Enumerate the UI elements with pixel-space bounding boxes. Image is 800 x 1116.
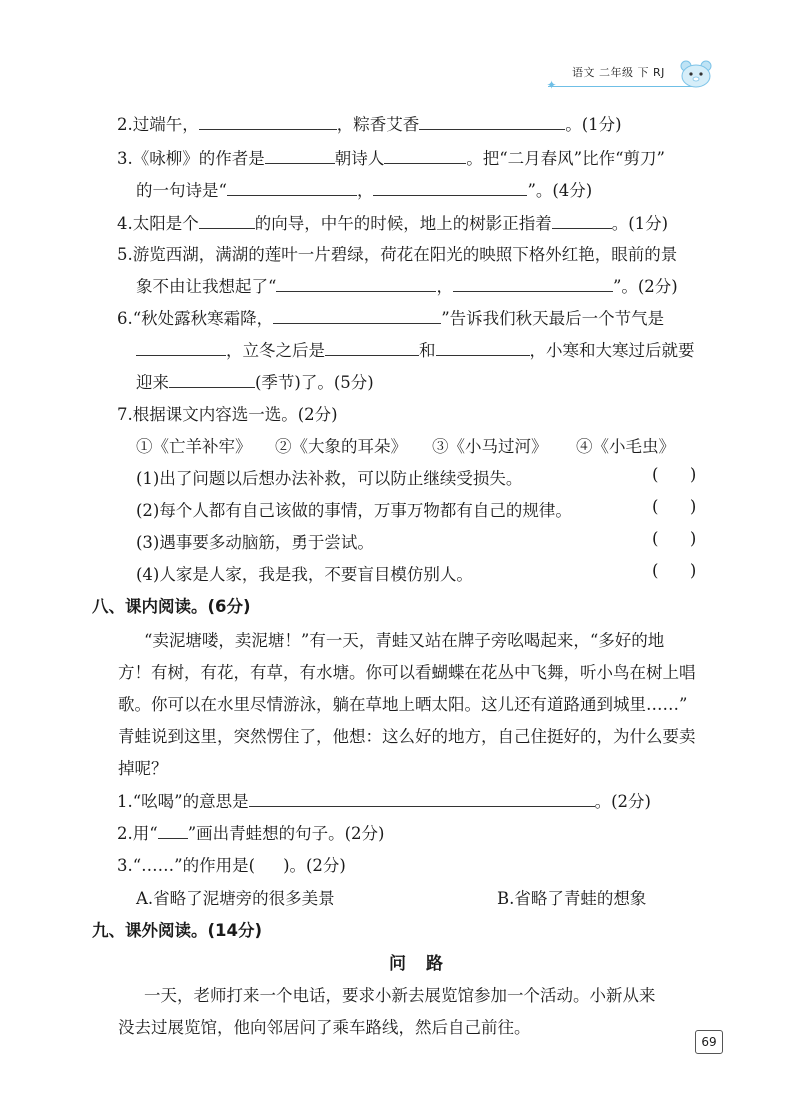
answer-blank[interactable] — [453, 276, 613, 292]
question-5-line-1: 5.游览西湖，满湖的莲叶一片碧绿，荷花在阳光的映照下格外红艳，眼前的景 — [117, 245, 678, 264]
section-9-heading: 九、课外阅读。(14分) — [92, 921, 263, 940]
passage-line: 掉呢？ — [118, 759, 168, 778]
passage-line: 青蛙说到这里，突然愣住了，他想：这么好的地方，自己住挺好的，为什么要卖 — [118, 727, 696, 746]
passage-line: “卖泥塘喽，卖泥塘！”有一天，青蛙又站在牌子旁吆喝起来，“多好的地 — [144, 631, 665, 650]
question-3-line-2: 的一句诗是“ ， ”。(4分) — [136, 181, 593, 200]
answer-blank[interactable] — [273, 308, 441, 324]
answer-blank[interactable] — [419, 114, 565, 130]
answer-blank[interactable] — [249, 791, 595, 807]
answer-blank[interactable] — [199, 213, 255, 229]
answer-blank[interactable] — [265, 148, 335, 164]
passage-line: 方！有树，有花，有草，有水塘。你可以看蝴蝶在花丛中飞舞，听小鸟在树上唱 — [118, 663, 696, 682]
answer-blank[interactable] — [373, 180, 527, 196]
passage-line: 一天，老师打来一个电话，要求小新去展览馆参加一个活动。小新从来 — [144, 986, 656, 1005]
question-7-option-4: ④《小毛虫》 — [576, 437, 675, 456]
question-7-option-3: ③《小马过河》 — [432, 437, 548, 456]
passage-line: 歌。你可以在水里尽情游泳，躺在草地上晒太阳。这儿还有道路通到城里……” — [118, 695, 688, 714]
answer-paren[interactable]: ( ) — [652, 497, 697, 516]
bear-icon — [678, 58, 714, 88]
page-number: 69 — [695, 1030, 723, 1054]
answer-blank[interactable] — [325, 340, 419, 356]
section-8-question-2: 2.用“ ”画出青蛙想的句子。(2分) — [117, 824, 385, 843]
header-label: 语文 二年级 下 RJ — [572, 66, 665, 79]
answer-blank[interactable] — [436, 340, 530, 356]
header-rule — [548, 86, 694, 87]
answer-blank[interactable] — [169, 372, 255, 388]
answer-blank[interactable] — [552, 213, 612, 229]
question-3-line-1: 3.《咏柳》的作者是 朝诗人 。把“二月春风”比作“剪刀” — [117, 149, 665, 168]
question-6-line-1: 6.“秋处露秋寒霜降， ”告诉我们秋天最后一个节气是 — [117, 309, 665, 328]
underline-sample — [158, 823, 188, 839]
answer-paren[interactable]: ( ) — [652, 529, 697, 548]
question-7-item-3: (3)遇事要多动脑筋，勇于尝试。 — [136, 533, 374, 552]
question-2: 2.过端午， ，粽香艾香 。(1分) — [117, 115, 622, 134]
sparkle-icon: ✦ — [546, 78, 557, 92]
answer-paren[interactable]: ( ) — [652, 465, 697, 484]
passage-line: 没去过展览馆，他向邻居问了乘车路线，然后自己前往。 — [118, 1018, 531, 1037]
option-a: A.省略了泥塘旁的很多美景 — [136, 889, 335, 908]
option-b: B.省略了青蛙的想象 — [497, 889, 647, 908]
answer-blank[interactable] — [384, 148, 466, 164]
section-8-heading: 八、课内阅读。(6分) — [92, 597, 251, 616]
section-8-question-1: 1.“吆喝”的意思是 。(2分) — [117, 792, 651, 811]
answer-paren[interactable]: ( ) — [652, 561, 697, 580]
question-7-item-1: (1)出了问题以后想办法补救，可以防止继续受损失。 — [136, 469, 523, 488]
answer-blank[interactable] — [276, 276, 436, 292]
question-7-option-1: ①《亡羊补牢》 — [136, 437, 252, 456]
question-6-line-3: 迎来 (季节)了。(5分) — [136, 373, 374, 392]
section-8-question-3: 3.“……”的作用是( )。(2分) — [117, 856, 346, 875]
question-5-line-2: 象不由让我想起了“ ， ”。(2分) — [136, 277, 678, 296]
question-4: 4.太阳是个 的向导，中午的时候，地上的树影正指着 。(1分) — [117, 214, 669, 233]
question-7-item-2: (2)每个人都有自己该做的事情，万事万物都有自己的规律。 — [136, 501, 572, 520]
question-7-stem: 7.根据课文内容选一选。(2分) — [117, 405, 338, 424]
passage-title: 问路 — [389, 954, 463, 974]
answer-blank[interactable] — [227, 180, 357, 196]
question-7-option-2: ②《大象的耳朵》 — [275, 437, 407, 456]
answer-blank[interactable] — [136, 340, 226, 356]
question-6-line-2: ，立冬之后是 和 ，小寒和大寒过后就要 — [136, 337, 695, 361]
question-7-item-4: (4)人家是人家，我是我，不要盲目模仿别人。 — [136, 565, 473, 584]
answer-blank[interactable] — [199, 114, 337, 130]
